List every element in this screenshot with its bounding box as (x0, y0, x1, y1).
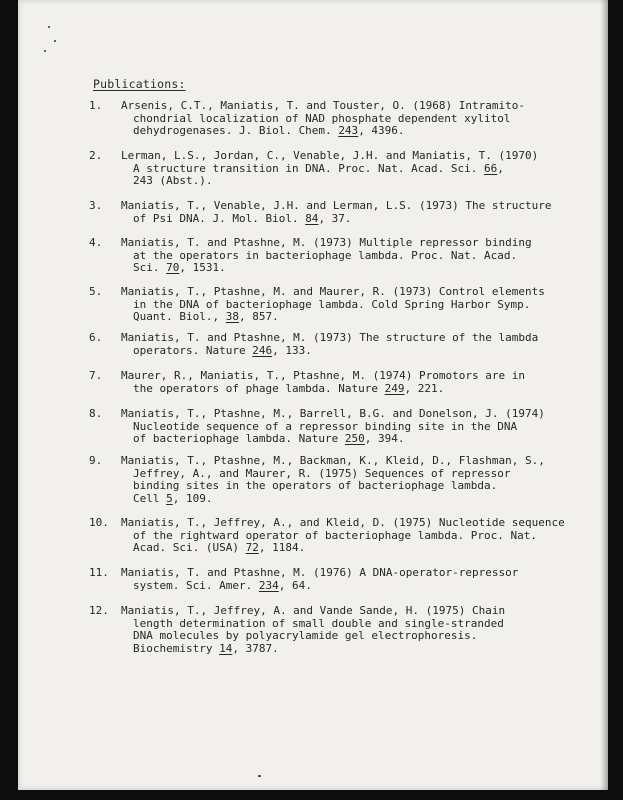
citation-text: , 37. (318, 211, 352, 225)
volume-number: 72 (245, 541, 259, 554)
citation-text: , 109. (172, 491, 213, 505)
entry-citation (121, 454, 545, 505)
citation-text: , (497, 161, 504, 175)
citation-text: , 4396. (358, 124, 405, 137)
document-page (18, 0, 608, 790)
entry-number: 6. (89, 331, 103, 344)
citation-text: of the rightward operator of bacteriophage lambda. Proc. Nat. (133, 528, 537, 542)
citation-line (121, 213, 541, 226)
volume-number: 249 (384, 381, 405, 395)
volume-number: 243 (338, 124, 359, 137)
citation-text: Biochemistry (133, 641, 220, 655)
citation-text: Lerman, L.S., Jordan, C., Venable, J.H. and Maniatis, T. (1970) (121, 149, 539, 162)
citation-text: Cell (133, 491, 167, 505)
citation-text: Sci. (133, 261, 167, 274)
citation-text: Acad. Sci. (USA) (133, 541, 246, 554)
citation-text: Maniatis, T., Venable, J.H. and Lerman, L.S. (1973) The structure (121, 199, 552, 212)
citation-text: chondrial localization of NAD phosphate dependent xylitol (133, 111, 511, 125)
entry-number: 3. (89, 199, 103, 212)
paper-speck (44, 50, 46, 52)
citation-text: Maniatis, T., Jeffrey, A. and Vande Sande, H. (1975) Chain (121, 604, 506, 617)
citation-text: Maniatis, T., Ptashne, M., Barrell, B.G. and Donelson, J. (1974) (121, 407, 545, 420)
volume-number: 66 (484, 161, 498, 175)
volume-number: 5 (166, 491, 173, 505)
paper-speck (48, 26, 50, 28)
entry-citation (121, 237, 541, 275)
entry-citation (121, 370, 541, 395)
citation-text: Maniatis, T., Ptashne, M. and Maurer, R. (1973) Control elements (121, 285, 545, 298)
entry-number: 5. (89, 285, 103, 298)
entry-number: 10. (89, 516, 109, 529)
entry-citation (121, 567, 541, 592)
citation-line (121, 311, 541, 324)
entry-number: 4. (89, 236, 103, 249)
citation-text: of bacteriophage lambda. Nature (133, 432, 345, 445)
entry-citation (121, 407, 545, 446)
citation-text: Maurer, R., Maniatis, T., Ptashne, M. (1974) Promotors are in (121, 369, 525, 382)
volume-number: 14 (219, 641, 233, 655)
citation-line (121, 125, 541, 138)
volume-number: 234 (258, 578, 279, 592)
citation-text: Maniatis, T. and Ptashne, M. (1973) The structure of the lambda (121, 331, 539, 344)
citation-text: at the operators in bacteriophage lambda. Proc. Nat. Acad. (133, 248, 518, 262)
citation-text: , 64. (278, 578, 312, 592)
entry-citation (121, 605, 541, 655)
citation-text: , 394. (364, 432, 405, 445)
citation-line (121, 580, 541, 593)
citation-line (121, 493, 541, 506)
citation-text: Maniatis, T. and Ptashne, M. (1973) Multiple repressor binding (121, 236, 532, 249)
entry-citation (121, 516, 565, 555)
volume-number: 38 (225, 310, 239, 323)
citation-text: system. Sci. Amer. (133, 578, 259, 592)
entry-number: 7. (89, 369, 103, 382)
citation-text: operators. Nature (133, 343, 253, 357)
citation-line (121, 542, 541, 555)
citation-text: in the DNA of bacteriophage lambda. Cold Spring Harbor Symp. (133, 297, 531, 311)
entry-citation (121, 285, 545, 324)
citation-text: of Psi DNA. J. Mol. Biol. (133, 211, 306, 225)
citation-text: Quant. Biol., (133, 310, 226, 323)
entry-citation (121, 199, 552, 225)
citation-line (121, 175, 541, 188)
citation-line (121, 433, 541, 446)
citation-text: binding sites in the operators of bacteriophage lambda. (133, 479, 498, 492)
citation-text: , 133. (272, 343, 312, 357)
citation-text: length determination of small double and single-stranded (133, 616, 504, 630)
entry-number: 9. (89, 454, 103, 467)
citation-text: , 857. (238, 310, 279, 323)
volume-number: 250 (344, 432, 365, 445)
citation-text: the operators of phage lambda. Nature (133, 381, 385, 395)
volume-number: 70 (166, 261, 180, 274)
citation-text: , 3787. (232, 641, 279, 655)
entry-number: 2. (89, 149, 103, 162)
entry-citation (121, 332, 541, 357)
citation-text: , 221. (404, 381, 445, 395)
citation-text: Maniatis, T., Ptashne, M., Backman, K., Kleid, D., Flashman, S., (121, 454, 545, 467)
citation-line (121, 345, 541, 358)
citation-line (121, 643, 541, 656)
entry-citation (121, 100, 541, 138)
entry-number: 11. (89, 566, 109, 579)
citation-text: Maniatis, T. and Ptashne, M. (1976) A DNA-operator-repressor (121, 566, 519, 579)
paper-speck (258, 775, 261, 777)
citation-text: , 1184. (258, 541, 306, 554)
paper-speck (54, 40, 56, 42)
citation-text: DNA molecules by polyacrylamide gel electrophoresis. (133, 629, 478, 642)
citation-text: Maniatis, T., Jeffrey, A., and Kleid, D. (1975) Nucleotide sequence (121, 516, 565, 529)
citation-text: Arsenis, C.T., Maniatis, T. and Touster, O. (1968) Intramito- (121, 99, 525, 112)
citation-text: Jeffrey, A., and Maurer, R. (1975) Sequences of repressor (133, 466, 511, 480)
citation-line (121, 262, 541, 275)
citation-text: , 1531. (179, 261, 226, 274)
citation-text: 243 (Abst.). (133, 174, 213, 187)
section-heading: Publications: (93, 77, 186, 91)
citation-text: dehydrogenases. J. Biol. Chem. (133, 124, 339, 137)
entry-number: 8. (89, 407, 103, 420)
citation-text: Nucleotide sequence of a repressor binding site in the DNA (133, 419, 518, 433)
entry-citation (121, 150, 541, 188)
volume-number: 84 (305, 211, 319, 225)
entry-number: 1. (89, 99, 103, 112)
citation-text: A structure transition in DNA. Proc. Nat. Acad. Sci. (133, 161, 484, 175)
volume-number: 246 (252, 343, 273, 357)
page-edge-shadow (600, 0, 608, 790)
citation-line (121, 383, 541, 396)
entry-number: 12. (89, 604, 109, 617)
